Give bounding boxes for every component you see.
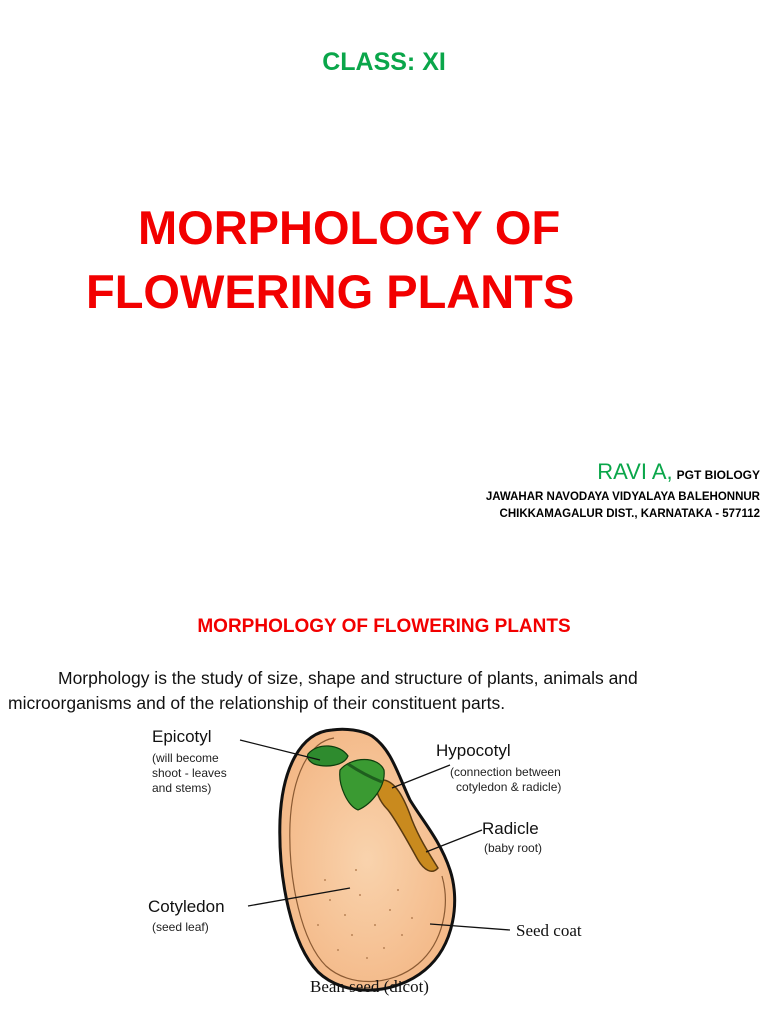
school-address: CHIKKAMAGALUR DIST., KARNATAKA - 577112	[499, 508, 760, 520]
seed-coat-label: Seed coat	[516, 921, 582, 940]
bean-seed-diagram	[0, 720, 768, 1020]
school-name: JAWAHAR NAVODAYA VIDYALAYA BALEHONNUR	[485, 491, 760, 503]
epicotyl-label: Epicotyl	[152, 727, 212, 746]
radicle-label: Radicle	[482, 819, 539, 838]
hypocotyl-label: Hypocotyl	[436, 741, 511, 760]
cotyledon-desc: (seed leaf)	[152, 920, 209, 934]
hypocotyl-desc-2: cotyledon & radicle)	[456, 780, 562, 794]
epicotyl-desc-2: shoot - leaves	[152, 766, 227, 780]
main-title-line1: MORPHOLOGY OF	[138, 201, 561, 254]
diagram-caption: Bean seed (dicot)	[310, 977, 429, 996]
author-role: PGT BIOLOGY	[676, 468, 760, 482]
cotyledon-label: Cotyledon	[148, 897, 225, 916]
author-block	[486, 458, 760, 523]
slide2-heading: MORPHOLOGY OF FLOWERING PLANTS	[197, 616, 571, 637]
definition-paragraph: Morphology is the study of size, shape and structure of plants, animals and microorganisms and of the relationship of their constituent parts.	[8, 668, 638, 713]
content-slide	[0, 580, 768, 1024]
author-top-line	[486, 458, 760, 489]
radicle-desc: (baby root)	[484, 841, 543, 855]
main-title	[86, 196, 574, 324]
hypocotyl-desc-1: (connection between	[450, 765, 561, 779]
epicotyl-desc-3: and stems)	[152, 781, 212, 795]
author-name: RAVI A,	[597, 459, 673, 484]
class-label: CLASS: XI	[322, 48, 446, 76]
epicotyl-desc-1: (will become	[152, 751, 219, 765]
main-title-line2: FLOWERING PLANTS	[86, 265, 575, 318]
